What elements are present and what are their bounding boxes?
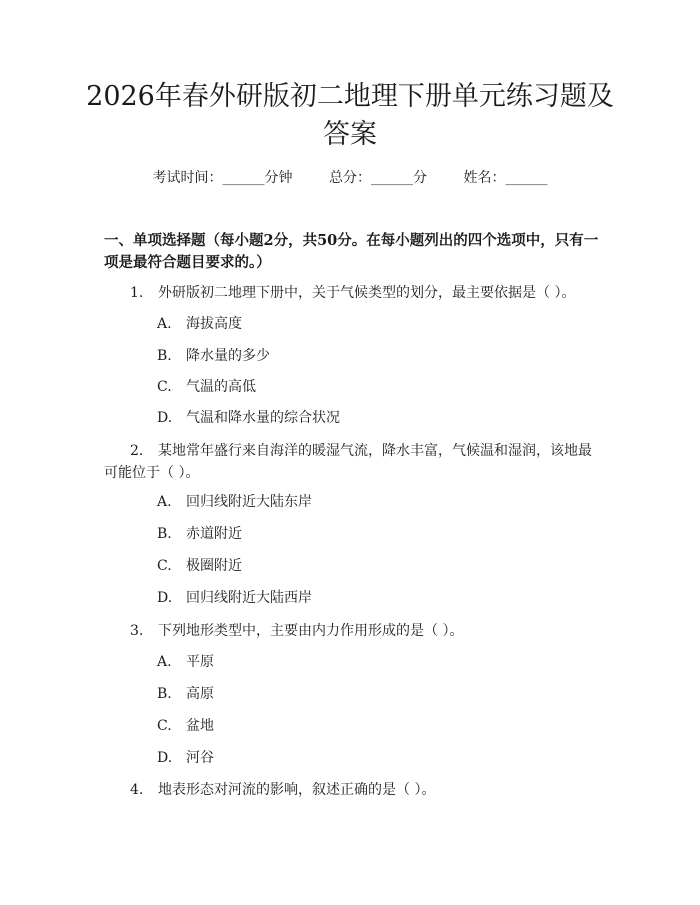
section-heading: 一、单项选择题（每小题2分，共50分。在每小题列出的四个选项中，只有一项是最符合题目要求的。） <box>104 232 599 271</box>
option-letter: D. <box>157 410 173 426</box>
option-text: 赤道附近 <box>186 526 242 542</box>
option-letter: A. <box>157 494 172 510</box>
question-2 <box>104 440 604 484</box>
option-1a <box>157 314 242 334</box>
option-letter: A. <box>157 654 172 670</box>
option-2c <box>157 556 242 576</box>
option-3c <box>157 716 214 736</box>
option-text: 高原 <box>186 686 214 702</box>
option-text: 气温的高低 <box>186 379 256 395</box>
question-1 <box>104 282 604 304</box>
option-text: 回归线附近大陆东岸 <box>186 494 312 510</box>
question-text: 下列地形类型中，主要由内力作用形成的是（ ）。 <box>158 623 464 639</box>
option-letter: C. <box>157 558 172 574</box>
option-1b <box>157 346 270 366</box>
option-2a <box>157 492 312 512</box>
option-text: 河谷 <box>186 750 214 766</box>
option-text: 极圈附近 <box>186 558 242 574</box>
question-text: 外研版初二地理下册中，关于气候类型的划分，最主要依据是（ ）。 <box>158 285 576 301</box>
exam-info <box>0 168 700 188</box>
option-text: 盆地 <box>186 718 214 734</box>
question-number: 3. <box>130 623 144 639</box>
option-text: 气温和降水量的综合状况 <box>186 410 340 426</box>
question-text: 某地常年盛行来自海洋的暖湿气流，降水丰富，气候温和湿润，该地最可能位于（ ）。 <box>104 443 592 481</box>
option-letter: D. <box>157 590 173 606</box>
question-text: 地表形态对河流的影响，叙述正确的是（ ）。 <box>158 782 436 798</box>
option-letter: C. <box>157 379 172 395</box>
question-number: 1. <box>130 285 144 301</box>
option-3a <box>157 652 214 672</box>
option-letter: A. <box>157 316 172 332</box>
question-3 <box>104 620 604 642</box>
option-letter: B. <box>157 526 172 542</box>
question-4 <box>104 779 604 801</box>
exam-score: 总分：______分 <box>329 170 427 186</box>
option-text: 海拔高度 <box>186 316 242 332</box>
option-3b <box>157 684 214 704</box>
option-text: 降水量的多少 <box>186 348 270 364</box>
page-title: 2026年春外研版初二地理下册单元练习题及答案 <box>86 81 614 150</box>
question-number: 2. <box>130 443 144 459</box>
option-2d <box>157 588 312 608</box>
option-letter: D. <box>157 750 173 766</box>
exam-time: 考试时间：______分钟 <box>152 170 293 186</box>
option-text: 回归线附近大陆西岸 <box>186 590 312 606</box>
option-letter: B. <box>157 686 172 702</box>
student-name: 姓名：______ <box>463 170 548 186</box>
option-text: 平原 <box>186 654 214 670</box>
question-number: 4. <box>130 782 144 798</box>
option-2b <box>157 524 242 544</box>
option-1c <box>157 377 256 397</box>
option-letter: B. <box>157 348 172 364</box>
option-1d <box>157 408 340 428</box>
option-3d <box>157 748 214 768</box>
option-letter: C. <box>157 718 172 734</box>
